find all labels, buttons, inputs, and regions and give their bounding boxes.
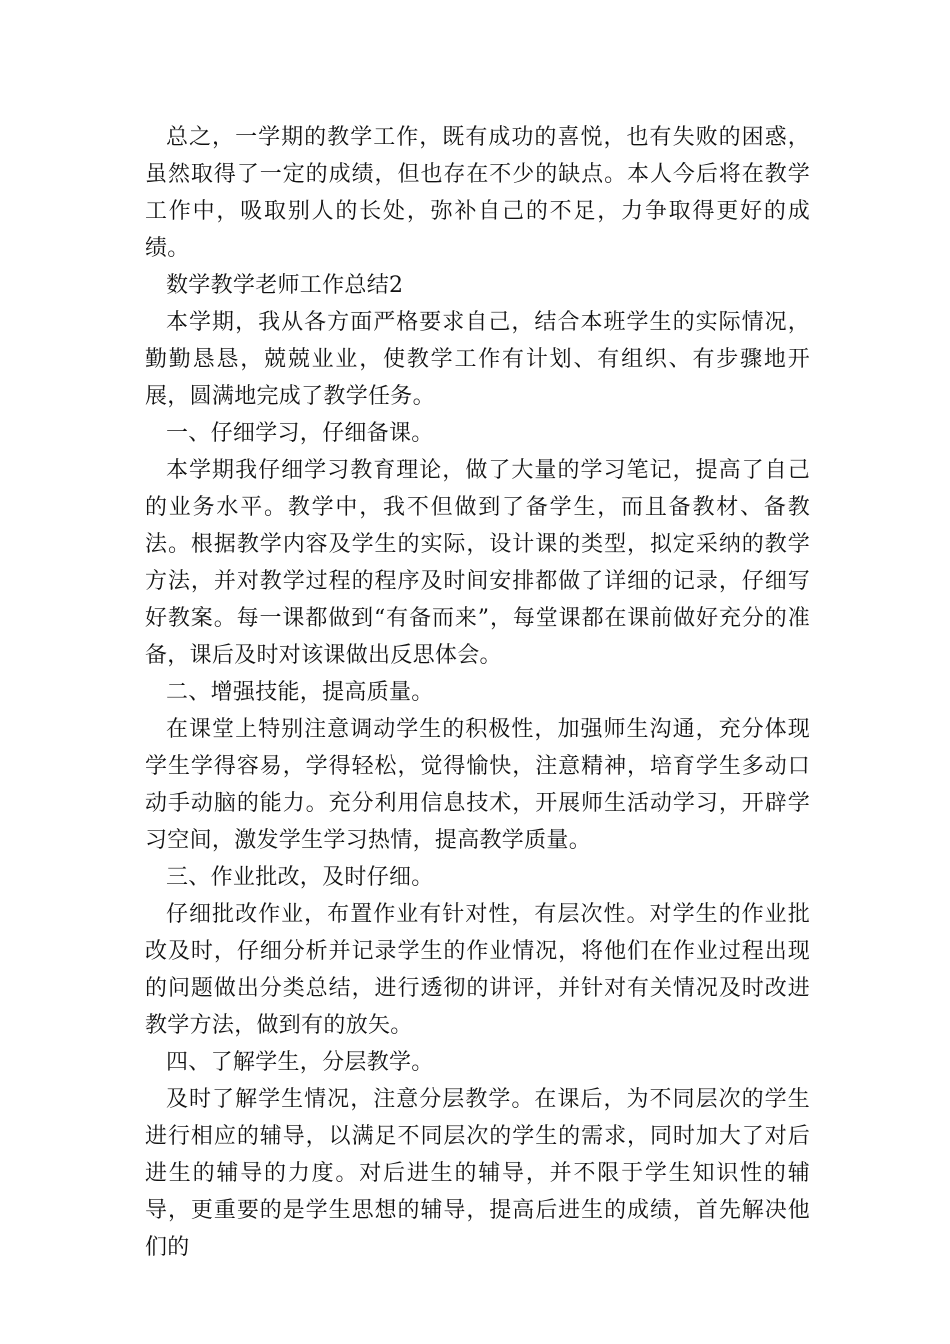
subheading-3: 三、作业批改，及时仔细。 bbox=[166, 865, 434, 890]
subheading-2: 二、增强技能，提高质量。 bbox=[166, 680, 434, 705]
paragraph-summary: 总之，一学期的教学工作，既有成功的喜悦，也有失败的困惑，虽然取得了一定的成绩，但也存在不少的缺点。本人今后将在教学工作中，吸取别人的长处，弥补自己的不足，力争取得更好的成绩。 bbox=[145, 125, 810, 261]
paragraph-1: 本学期我仔细学习教育理论，做了大量的学习笔记，提高了自己的业务水平。教学中，我不但做到了备学生，而且备教材、备教法。根据教学内容及学生的实际，设计课的类型，拟定采纳的教学方法，并对教学过程的程序及时间安排都做了详细的记录，仔细写好教案。每一课都做到“有备而来”，每堂课都在课前做好充分的准备，课后及时对该课做出反思体会。 bbox=[145, 458, 810, 668]
document-body bbox=[145, 119, 810, 1266]
paragraph-2: 在课堂上特别注意调动学生的积极性，加强师生沟通，充分体现学生学得容易，学得轻松，觉得愉快，注意精神，培育学生多动口动手动脑的能力。充分利用信息技术，开展师生活动学习，开辟学习空间，激发学生学习热情，提高教学质量。 bbox=[145, 717, 810, 853]
paragraph-intro: 本学期，我从各方面严格要求自己，结合本班学生的实际情况，勤勤恳恳，兢兢业业，使教学工作有计划、有组织、有步骤地开展，圆满地完成了教学任务。 bbox=[145, 310, 810, 409]
subheading-4: 四、了解学生，分层教学。 bbox=[166, 1050, 434, 1075]
section-heading: 数学教学老师工作总结2 bbox=[166, 273, 404, 298]
document-page bbox=[145, 0, 810, 1344]
paragraph-3: 仔细批改作业，布置作业有针对性，有层次性。对学生的作业批改及时，仔细分析并记录学生的作业情况，将他们在作业过程出现的问题做出分类总结，进行透彻的讲评，并针对有关情况及时改进教学方法，做到有的放矢。 bbox=[145, 902, 810, 1038]
subheading-1: 一、仔细学习，仔细备课。 bbox=[166, 421, 434, 446]
paragraph-4: 及时了解学生情况，注意分层教学。在课后，为不同层次的学生进行相应的辅导，以满足不同层次的学生的需求，同时加大了对后进生的辅导的力度。对后进生的辅导，并不限于学生知识性的辅导，更重要的是学生思想的辅导，提高后进生的成绩，首先解决他们的 bbox=[145, 1087, 810, 1260]
